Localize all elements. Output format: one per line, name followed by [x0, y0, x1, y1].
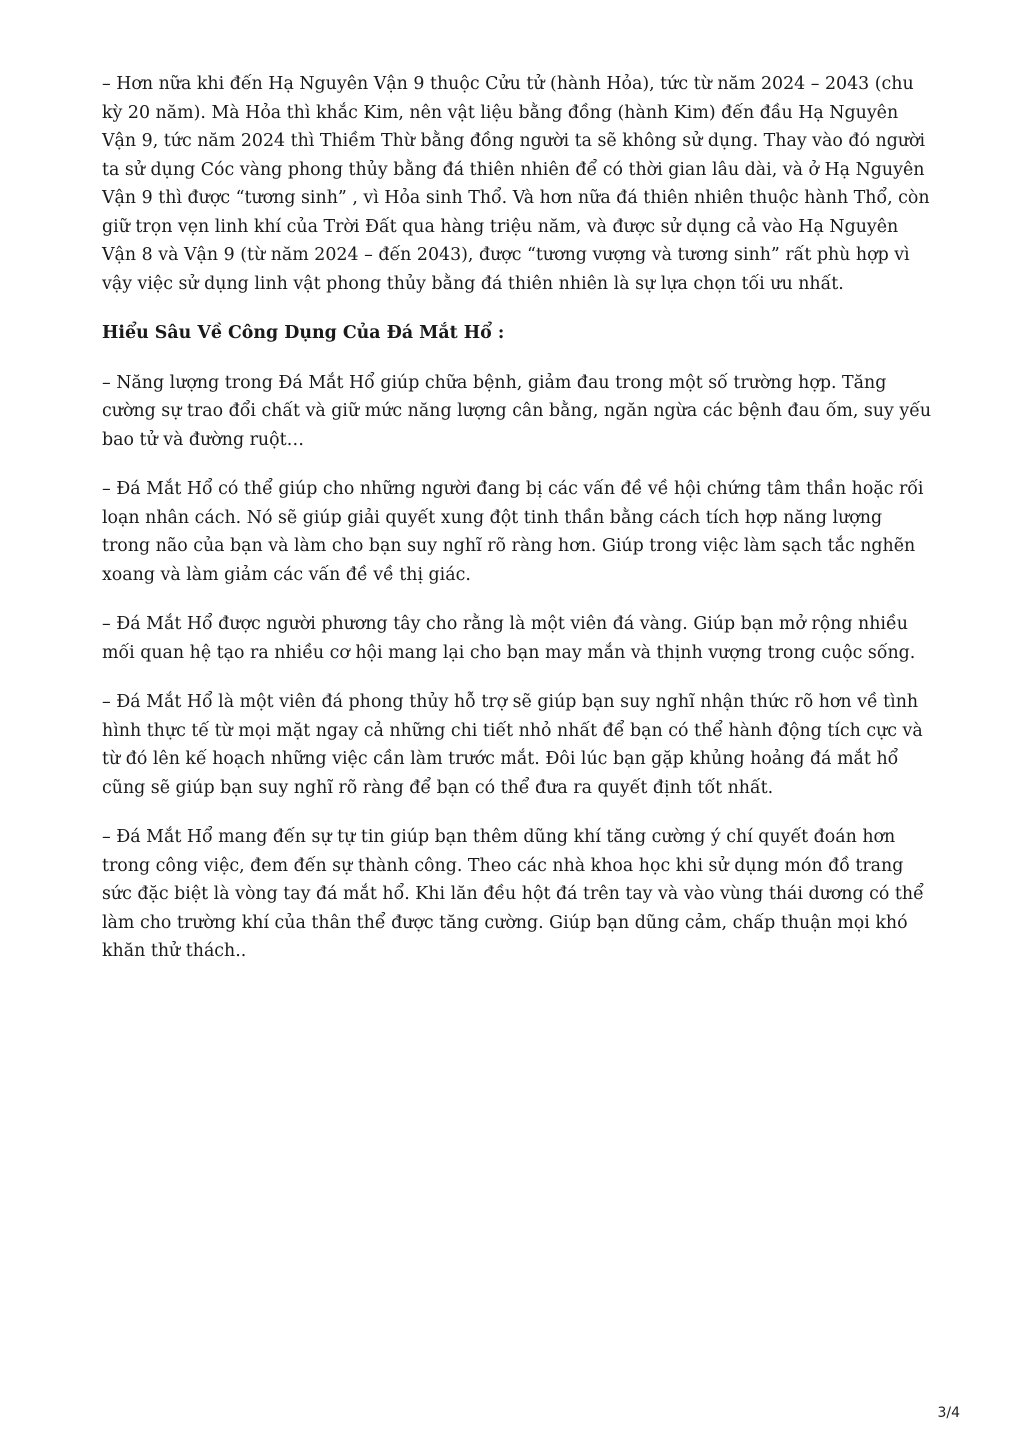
paragraph-mental: – Đá Mắt Hổ có thể giúp cho những người đang bị các vấn đề về hội chứng tâm thần hoặc rối loạn nhân cách. Nó sẽ giúp giải quyết xung đột tinh thần bằng cách tích hợp năng lượng trong não của bạn và làm cho bạn suy nghĩ rõ ràng hơn. Giúp trong việc làm sạch tắc nghẽn xoang và làm giảm các vấn đề về thị giác. — [102, 479, 924, 585]
paragraph-clarity: – Đá Mắt Hổ là một viên đá phong thủy hỗ trợ sẽ giúp bạn suy nghĩ nhận thức rõ hơn về tình hình thực tế từ mọi mặt ngay cả những chi tiết nhỏ nhất để bạn có thể hành động tích cực và từ đó lên kế hoạch những việc cần làm trước mắt. Đôi lúc bạn gặp khủng hoảng đá mắt hổ cũng sẽ giúp bạn suy nghĩ rõ ràng để bạn có thể đưa ra quyết định tốt nhất. — [102, 692, 923, 798]
paragraph-confidence: – Đá Mắt Hổ mang đến sự tự tin giúp bạn thêm dũng khí tăng cường ý chí quyết đoán hơn trong công việc, đem đến sự thành công. Theo các nhà khoa học khi sử dụng món đồ trang sức đặc biệt là vòng tay đá mắt hổ. Khi lăn đều hột đá trên tay và vào vùng thái dương có thể làm cho trường khí của thân thể được tăng cường. Giúp bạn dũng cảm, chấp thuận mọi khó khăn thử thách.. — [102, 827, 924, 961]
page-number: 3/4 — [937, 1405, 960, 1421]
paragraph-van-9: – Hơn nữa khi đến Hạ Nguyên Vận 9 thuộc Cửu tử (hành Hỏa), tức từ năm 2024 – 2043 (chu kỳ 20 năm). Mà Hỏa thì khắc Kim, nên vật liệu bằng đồng (hành Kim) đến đầu Hạ Nguyên Vận 9, tức năm 2024 thì Thiềm Thừ bằng đồng người ta sẽ không sử dụng. Thay vào đó người ta sử dụng Cóc vàng phong thủy bằng đá thiên nhiên để có thời gian lâu dài, và ở Hạ Nguyên Vận 9 thì được “tương sinh” , vì Hỏa sinh Thổ. Và hơn nữa đá thiên nhiên thuộc hành Thổ, còn giữ trọn vẹn linh khí của Trời Đất qua hàng triệu năm, và được sử dụng cả vào Hạ Nguyên Vận 8 và Vận 9 (từ năm 2024 – đến 2043), được “tương vượng và tương sinh” rất phù hợp vì vậy việc sử dụng linh vật phong thủy bằng đá thiên nhiên là sự lựa chọn tối ưu nhất. — [102, 74, 930, 294]
document-body — [102, 70, 932, 987]
section-heading: Hiểu Sâu Về Công Dụng Của Đá Mắt Hổ : — [102, 323, 505, 343]
paragraph-luck: – Đá Mắt Hổ được người phương tây cho rằng là một viên đá vàng. Giúp bạn mở rộng nhiều mối quan hệ tạo ra nhiều cơ hội mang lại cho bạn may mắn và thịnh vượng trong cuộc sống. — [102, 614, 916, 663]
paragraph-healing: – Năng lượng trong Đá Mắt Hổ giúp chữa bệnh, giảm đau trong một số trường hợp. Tăng cường sự trao đổi chất và giữ mức năng lượng cân bằng, ngăn ngừa các bệnh đau ốm, suy yếu bao tử và đường ruột… — [102, 372, 932, 450]
